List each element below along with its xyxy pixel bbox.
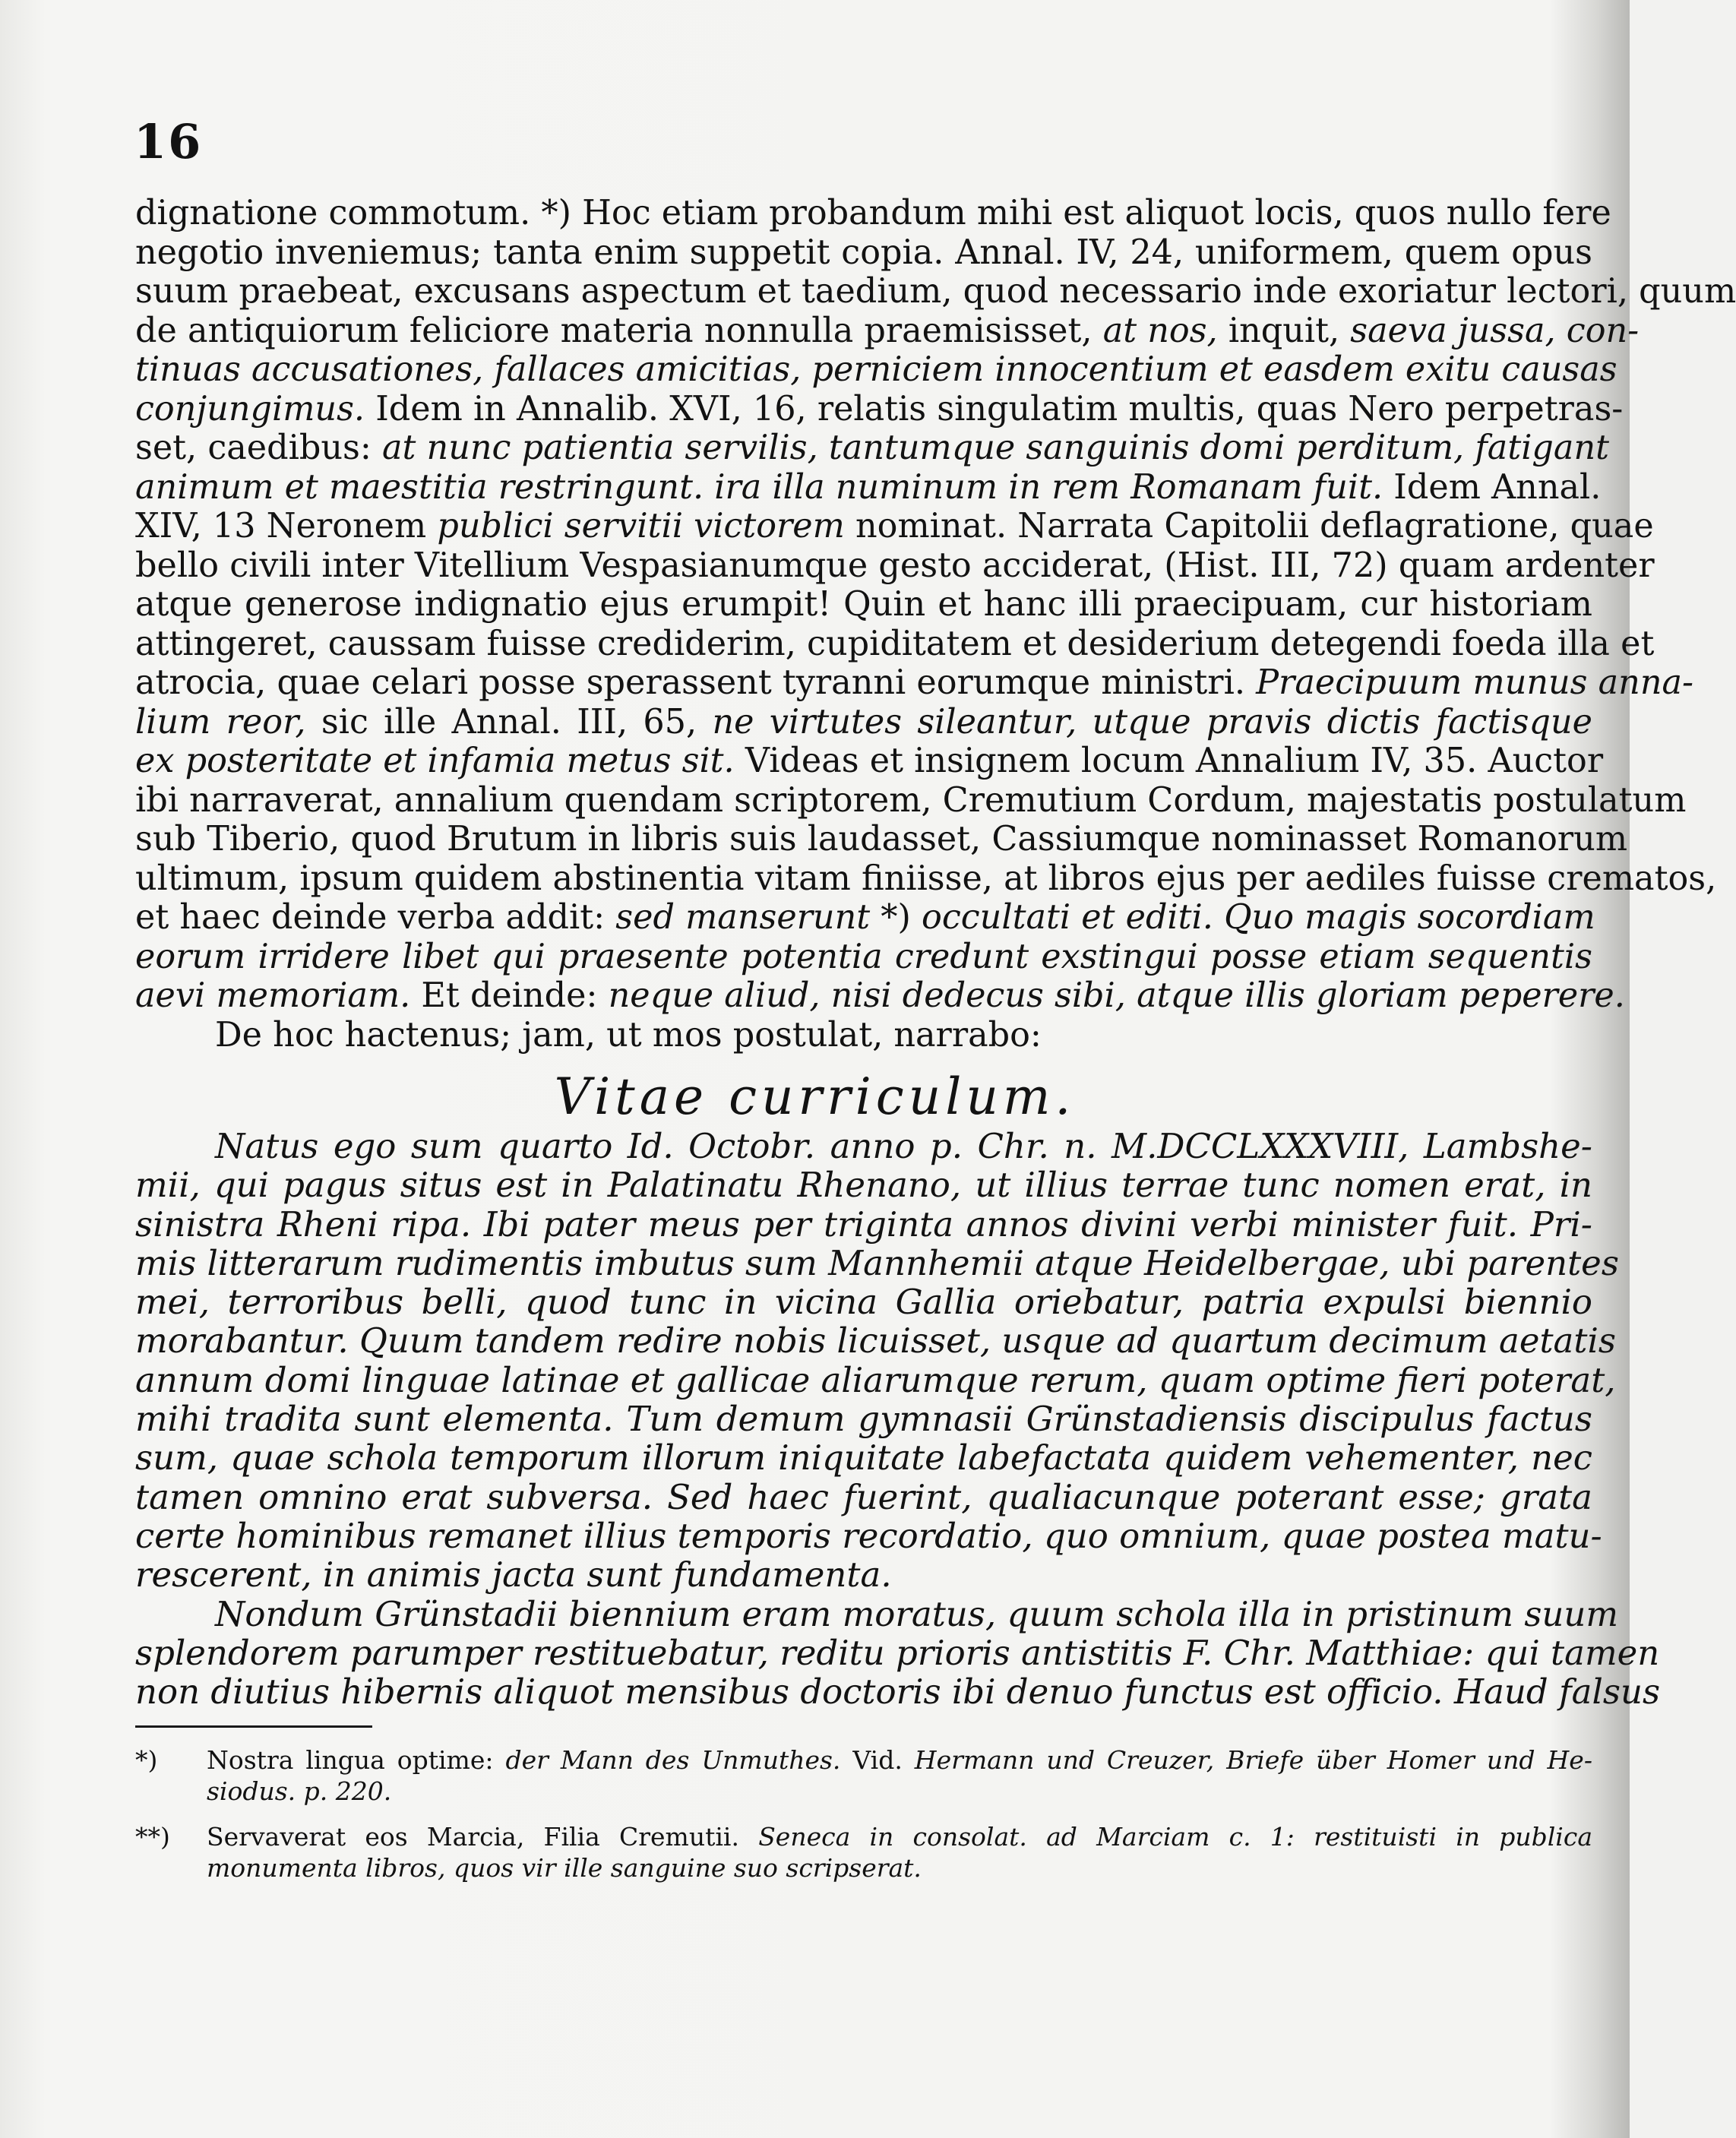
text-line — [135, 898, 1595, 938]
text-segment: Idem Annal. — [1383, 467, 1602, 507]
footnote-line — [135, 1776, 1592, 1807]
text-segment: tinuas accusationes, fallaces amicitias, perniciem innocentium et easdem exitu causas — [135, 350, 1617, 389]
text-segment: Servaverat eos Marcia, Filia Cremutii. — [207, 1822, 759, 1852]
text-line: sum, quae schola temporum illorum iniquitate labefactata quidem vehementer, nec — [135, 1437, 1592, 1479]
text-line: mii, qui pagus situs est in Palatinatu Rhenano, ut illius terrae tunc nomen erat, in — [135, 1165, 1592, 1206]
text-segment: occultati et editi. Quo magis socordiam — [922, 898, 1595, 937]
text-line: sinistra Rheni ripa. Ibi pater meus per triginta annos divini verbi minister fuit. Pri- — [135, 1203, 1592, 1245]
text-segment: atrocia, quae celari posse sperassent tyranni eorumque ministri. — [135, 663, 1245, 702]
text-line: bello civili inter Vitellium Vespasianumque gesto acciderat, (Hist. III, 72) quam ardenter — [135, 546, 1655, 585]
text-segment: Vid. — [840, 1745, 915, 1775]
text-segment: sed manserunt — [605, 898, 871, 937]
text-segment: Videas et insignem locum Annalium IV, 35. Auctor — [734, 742, 1604, 780]
text-segment: et haec deinde verba addit: — [135, 898, 606, 937]
footnotes — [135, 1744, 1592, 1898]
text-line: rescerent, in animis jacta sunt fundamenta. — [135, 1554, 892, 1596]
text-line: suum praebeat, excusans aspectum et taedium, quod necessario inde exoriatur lectori, quum — [135, 272, 1736, 311]
text-line: morabantur. Quum tandem redire nobis licuisset, usque ad quartum decimum aetatis — [135, 1320, 1616, 1362]
text-segment: saeva jussa, con- — [1350, 311, 1640, 350]
text-segment: sic ille Annal. III, 65, — [305, 702, 713, 742]
footnote-divider — [135, 1725, 372, 1728]
text-line: sub Tiberio, quod Brutum in libris suis laudasset, Cassiumque nominasset Romanorum — [135, 820, 1628, 859]
text-segment: neque aliud, nisi dedecus sibi, atque illis gloriam peperere. — [608, 976, 1625, 1015]
text-line — [135, 742, 1604, 781]
text-segment: at nunc patientia servilis, tantumque sanguinis domi perditum, fatigant — [371, 429, 1609, 467]
text-line: attingeret, caussam fuisse crediderim, cupiditatem et desiderium detegendi foeda illa et — [135, 624, 1655, 663]
text-segment: animum et maestitia restringunt. ira illa numinum in rem Romanam fuit. — [135, 467, 1383, 507]
text-line: Natus ego sum quarto Id. Octobr. anno p. Chr. n. M.DCCLXXXVIII, Lambshe- — [215, 1126, 1592, 1166]
page-number: 16 — [134, 114, 203, 169]
footnote — [135, 1744, 1592, 1807]
text-segment: aevi memoriam. — [135, 976, 411, 1015]
text-line — [135, 429, 1609, 468]
footnote-line — [135, 1852, 1592, 1883]
text-segment: Nostra lingua optime: — [207, 1745, 506, 1775]
body-text — [135, 194, 1736, 1055]
footnote-mark: *) — [135, 1745, 158, 1775]
text-segment: ex posteritate et infamia metus sit. — [135, 742, 735, 780]
footnote-line — [135, 1744, 1592, 1776]
text-segment: set, caedibus: — [135, 429, 372, 467]
text-segment: XIV, 13 Neronem — [135, 507, 427, 546]
text-line — [135, 703, 1592, 742]
section-text — [135, 1126, 1661, 1713]
text-segment: Idem in Annalib. XVI, 16, relatis singulatim multis, quas Nero perpetras- — [365, 389, 1624, 429]
text-line: non diutius hibernis aliquot mensibus doctoris ibi denuo functus est officio. Haud falsus — [135, 1671, 1661, 1713]
text-segment: Hermann und Creuzer, Briefe über Homer und He- — [914, 1745, 1592, 1775]
section-heading: Vitae curriculum. — [554, 1067, 1076, 1126]
text-segment: nominat. Narrata Capitolii deflagratione, quae — [844, 507, 1654, 546]
footnote — [135, 1821, 1592, 1883]
text-line: tamen omnino erat subversa. Sed haec fuerint, qualiacunque poterant esse; grata — [135, 1476, 1592, 1517]
text-line — [135, 467, 1602, 508]
text-line — [135, 507, 1654, 546]
text-line: mis litterarum rudimentis imbutus sum Mannhemii atque Heidelbergae, ubi parentes — [135, 1242, 1619, 1283]
text-line: Nondum Grünstadii biennium eram moratus, quum schola illa in pristinum suum — [215, 1593, 1619, 1634]
text-line — [135, 311, 1640, 351]
text-line: mei, terroribus belli, quod tunc in vicina Gallia oriebatur, patria expulsi biennio — [135, 1282, 1592, 1323]
text-line: ibi narraverat, annalium quendam scriptorem, Cremutium Cordum, majestatis postulatum — [135, 780, 1687, 820]
text-segment: conjungimus. — [135, 389, 365, 429]
text-segment: publici servitii victorem — [426, 507, 845, 546]
text-line: splendorem parumper restituebatur, reditu prioris antistitis F. Chr. Matthiae: qui tamen — [135, 1632, 1660, 1673]
text-line: De hoc hactenus; jam, ut mos postulat, narrabo: — [215, 1015, 1042, 1055]
text-line: certe hominibus remanet illius temporis recordatio, quo omnium, quae postea matu- — [135, 1515, 1602, 1556]
text-segment: monumenta libros, quos vir ille sanguine suo scripserat. — [207, 1853, 922, 1883]
text-segment: eorum irridere libet qui praesente potentia credunt exstingui posse etiam sequentis — [135, 937, 1592, 976]
text-segment: siodus. p. 220. — [207, 1776, 392, 1806]
text-segment: ne virtutes sileantur, utque pravis dictis factisque — [712, 702, 1592, 742]
text-segment: inquit, — [1217, 311, 1351, 350]
text-segment: Et deinde: — [410, 976, 609, 1015]
text-line: dignatione commotum. *) Hoc etiam probandum mihi est aliquot locis, quos nullo fere — [135, 194, 1611, 232]
text-segment: at nos, — [1102, 311, 1218, 350]
text-line — [135, 938, 1592, 977]
text-line: negotio inveniemus; tanta enim suppetit copia. Annal. IV, 24, uniformem, quem opus — [135, 232, 1592, 272]
footnote-mark: **) — [135, 1822, 170, 1852]
text-line — [135, 350, 1617, 390]
text-segment: de antiquiorum feliciore materia nonnulla praemisisset, — [135, 311, 1093, 350]
text-line: atque generose indignatio ejus erumpit! Quin et hanc illi praecipuam, cur historiam — [135, 585, 1592, 624]
text-segment: lium reor, — [135, 702, 306, 742]
text-segment: Seneca in consolat. ad Marciam c. 1: restituisti in publica — [758, 1822, 1593, 1852]
text-segment: *) — [870, 898, 922, 937]
text-segment: Praecipuum munus anna- — [1244, 663, 1694, 702]
text-line: ultimum, ipsum quidem abstinentia vitam finiisse, at libros ejus per aediles fuisse crematos, — [135, 859, 1717, 898]
text-line — [135, 389, 1624, 429]
text-line — [135, 663, 1694, 703]
text-segment: der Mann des Unmuthes. — [505, 1745, 841, 1775]
text-line: mihi tradita sunt elementa. Tum demum gymnasii Grünstadiensis discipulus factus — [135, 1399, 1592, 1440]
text-line — [135, 976, 1625, 1016]
text-line: annum domi linguae latinae et gallicae aliarumque rerum, quam optime fieri poterat, — [135, 1359, 1616, 1400]
footnote-line — [135, 1821, 1592, 1852]
